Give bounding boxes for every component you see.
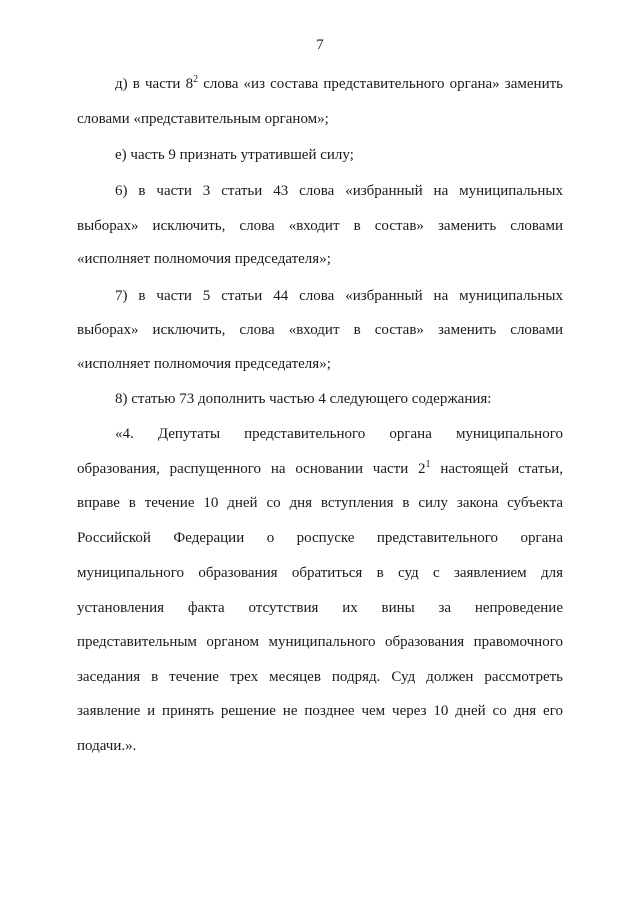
paragraph-8-line-1: 8) статью 73 дополнить частью 4 следующего содержания:: [115, 391, 492, 407]
paragraph-d-text-start: д) в части 8: [115, 76, 194, 92]
quote-line-2-text-start: образования, распущенного на основании части 2: [77, 461, 426, 477]
quote-line-6: установления факта отсутствия их вины за непроведение: [77, 600, 563, 616]
paragraph-6-line-1: 6) в части 3 статьи 43 слова «избранный на муниципальных: [115, 183, 563, 199]
quote-line-2-text-end: настоящей статьи,: [430, 461, 563, 477]
quote-line-10: подачи.».: [77, 738, 137, 754]
paragraph-6-line-2: выборах» исключить, слова «входит в состав» заменить словами: [77, 218, 563, 234]
paragraph-7-line-3: «исполняет полномочия председателя»;: [77, 356, 331, 372]
quote-line-5: муниципального образования обратиться в суд с заявлением для: [77, 565, 563, 581]
quote-line-2: [77, 460, 563, 478]
paragraph-6-line-3: «исполняет полномочия председателя»;: [77, 251, 331, 267]
paragraph-7-line-2: выборах» исключить, слова «входит в состав» заменить словами: [77, 322, 563, 338]
quote-line-9: заявление и принять решение не позднее чем через 10 дней со дня его: [77, 703, 563, 719]
page-number: 7: [316, 37, 324, 53]
paragraph-e-line-1: е) часть 9 признать утратившей силу;: [115, 147, 354, 163]
superscript-2: 2: [193, 74, 199, 85]
quote-line-3: вправе в течение 10 дней со дня вступления в силу закона субъекта: [77, 495, 563, 511]
quote-line-8: заседания в течение трех месяцев подряд. Суд должен рассмотреть: [77, 669, 563, 685]
quote-line-4: Российской Федерации о роспуске представительного органа: [77, 530, 563, 546]
superscript-1: 1: [425, 459, 431, 470]
quote-line-1: «4. Депутаты представительного органа муниципального: [115, 426, 563, 442]
paragraph-d-line-2: словами «представительным органом»;: [77, 111, 329, 127]
paragraph-7-line-1: 7) в части 5 статьи 44 слова «избранный на муниципальных: [115, 288, 563, 304]
paragraph-d-line-1: [115, 75, 563, 93]
quote-line-7: представительным органом муниципального образования правомочного: [77, 634, 563, 650]
paragraph-d-text-end: слова «из состава представительного органа» заменить: [198, 76, 563, 92]
